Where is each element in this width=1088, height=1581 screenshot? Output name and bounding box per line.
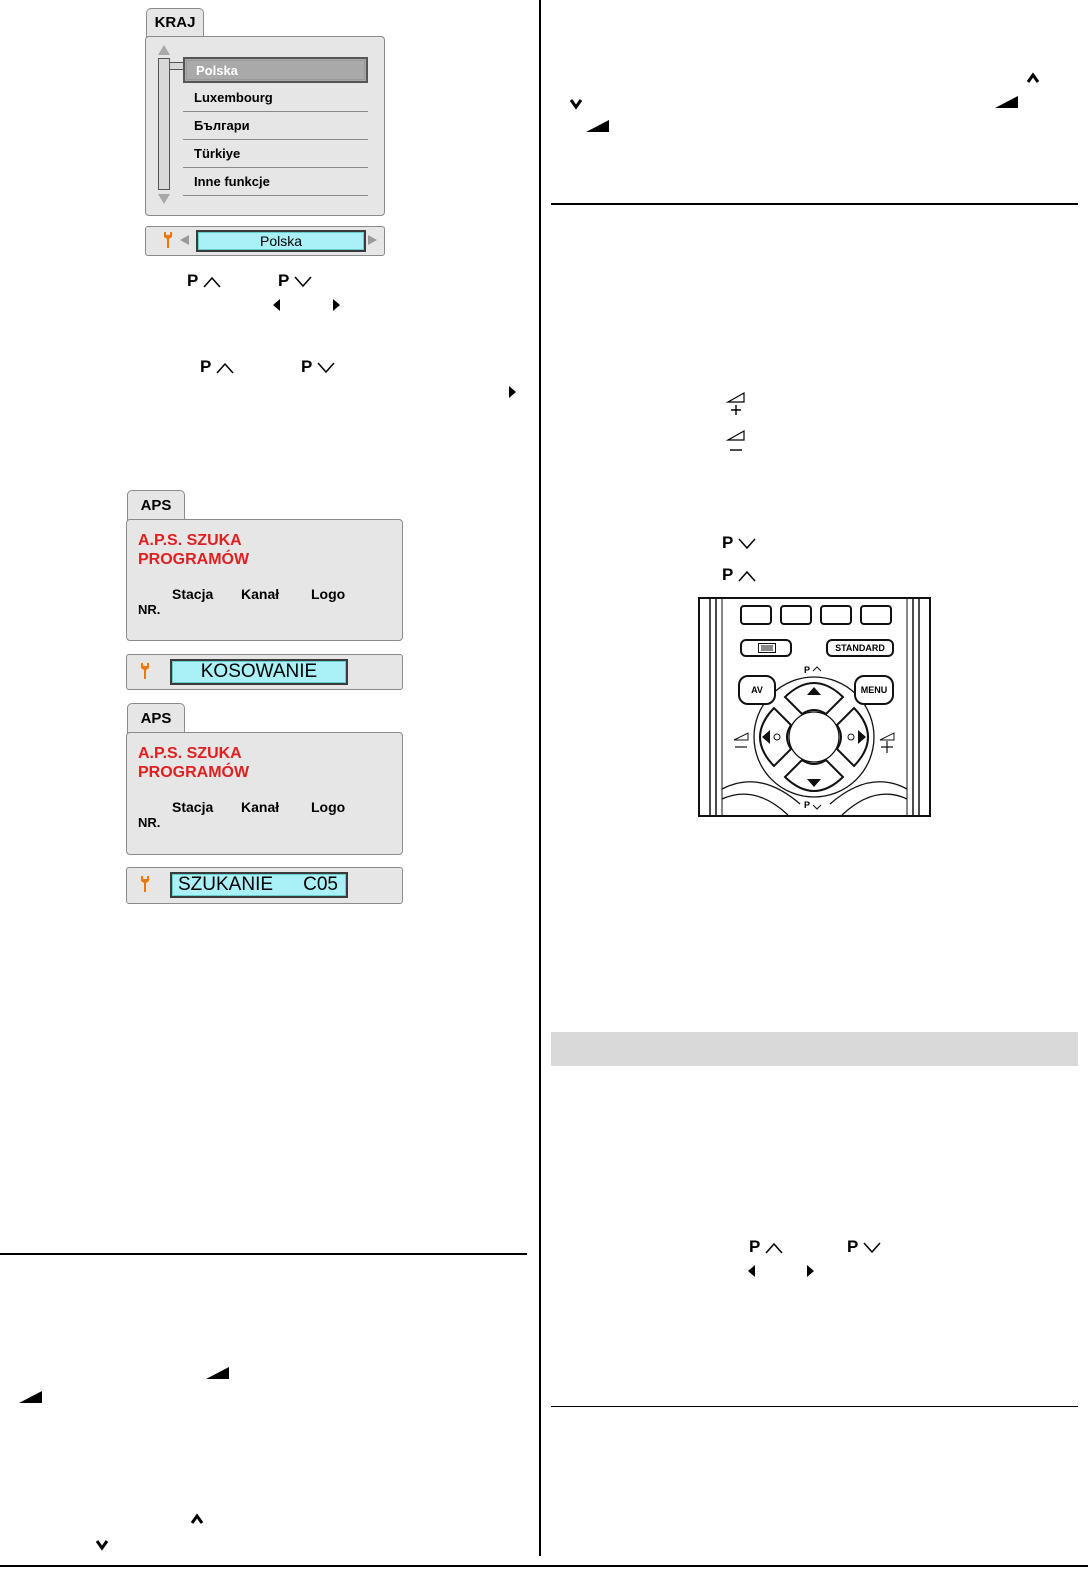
p-letter: P <box>722 565 734 584</box>
section-rule-right-top <box>551 203 1078 205</box>
arrow-right-icon <box>333 299 340 311</box>
col-nr: NR. <box>138 815 161 830</box>
p-down-glyph <box>847 1238 881 1256</box>
page-bottom-rule <box>0 1565 1088 1567</box>
menu-item-selected[interactable] <box>183 57 368 83</box>
chevron-down-icon <box>317 362 335 374</box>
aps-tab <box>127 703 185 734</box>
aps-title-line2: PROGRAMÓW <box>138 551 250 568</box>
kraj-tab <box>146 8 204 37</box>
p-up-glyph <box>187 272 221 290</box>
menu-item-label: Polska <box>196 63 238 78</box>
caret-down-icon <box>95 1538 109 1556</box>
scroll-up-icon[interactable] <box>158 45 170 55</box>
chevron-up-icon <box>203 276 221 288</box>
p-up-glyph <box>722 566 756 584</box>
menu-item[interactable] <box>183 170 368 196</box>
arrow-left-icon[interactable] <box>180 235 189 245</box>
yellow-key-button[interactable] <box>820 605 852 625</box>
aps-title-line1: A.P.S. SZUKA <box>138 745 242 762</box>
p-letter: P <box>722 533 734 552</box>
section-rule-right-bottom <box>551 1406 1078 1407</box>
remote-illustration <box>698 597 931 817</box>
aps-status-display <box>170 659 348 685</box>
column-divider <box>539 0 541 1556</box>
teletext-button[interactable] <box>740 639 792 657</box>
col-kanal: Kanał <box>241 799 280 815</box>
chevron-down-icon <box>294 276 312 288</box>
p-down-glyph <box>278 272 312 290</box>
aps-tab-label: APS <box>140 710 172 727</box>
wrench-icon <box>163 231 173 254</box>
aps-channel-text: C05 <box>303 874 338 895</box>
menu-item[interactable] <box>183 142 368 168</box>
p-letter: P <box>847 1237 859 1256</box>
col-stacja: Stacja <box>172 586 214 602</box>
p-down-glyph <box>301 358 335 376</box>
aps-tab <box>127 490 185 521</box>
chevron-up-icon <box>216 362 234 374</box>
menu-item-label: Inne funkcje <box>194 174 270 189</box>
volume-wedge-icon <box>206 1366 230 1385</box>
menu-label: MENU <box>860 685 888 695</box>
wrench-icon <box>140 875 150 898</box>
scroll-track[interactable] <box>158 58 170 190</box>
aps-panel <box>126 519 403 641</box>
av-label: AV <box>751 685 763 695</box>
country-value-field[interactable] <box>196 230 366 252</box>
wrench-icon <box>140 662 150 685</box>
aps-title-line1: A.P.S. SZUKA <box>138 532 242 549</box>
p-up-glyph <box>749 1238 783 1256</box>
arrow-left-icon <box>748 1265 755 1277</box>
p-letter: P <box>187 271 199 290</box>
chevron-down-icon <box>738 538 756 550</box>
volume-wedge-icon <box>586 119 610 138</box>
standard-button[interactable] <box>826 639 894 657</box>
menu-button[interactable] <box>854 675 894 705</box>
p-letter: P <box>749 1237 761 1256</box>
volume-wedge-icon <box>995 95 1019 114</box>
chevron-up-icon <box>765 1242 783 1254</box>
aps-status-text: KOSOWANIE <box>200 661 318 682</box>
arrow-right-icon[interactable] <box>368 235 377 245</box>
col-nr: NR. <box>138 602 161 617</box>
menu-item-label: Luxembourg <box>194 90 273 105</box>
col-kanal: Kanał <box>241 586 280 602</box>
menu-item-label: Türkiye <box>194 146 241 161</box>
chevron-down-icon <box>863 1242 881 1254</box>
p-letter: P <box>278 271 290 290</box>
chevron-up-icon <box>738 570 756 582</box>
country-value: Polska <box>259 233 303 249</box>
p-up-label: P <box>804 665 811 675</box>
arrow-left-icon <box>273 299 280 311</box>
caret-down-icon <box>569 97 583 115</box>
av-button[interactable] <box>738 675 776 705</box>
col-logo: Logo <box>311 586 346 602</box>
volume-up-icon <box>726 391 746 422</box>
section-header-bar <box>551 1032 1078 1066</box>
section-rule-left-bottom <box>0 1253 527 1255</box>
caret-up-icon <box>190 1512 204 1530</box>
menu-item-label: Българи <box>194 118 250 133</box>
aps-panel <box>126 732 403 855</box>
green-key-button[interactable] <box>780 605 812 625</box>
scroll-down-icon[interactable] <box>158 194 170 204</box>
blue-key-button[interactable] <box>860 605 892 625</box>
volume-wedge-icon <box>19 1390 43 1409</box>
kraj-tab-label: KRAJ <box>154 14 196 31</box>
standard-label: STANDARD <box>835 643 885 653</box>
aps-status-display <box>170 872 348 898</box>
aps-title-line2: PROGRAMÓW <box>138 764 250 781</box>
col-stacja: Stacja <box>172 799 214 815</box>
red-key-button[interactable] <box>740 605 772 625</box>
aps-tab-label: APS <box>140 497 172 514</box>
menu-item[interactable] <box>183 86 368 112</box>
aps-status-text: SZUKANIE <box>178 874 274 895</box>
p-down-label: P <box>804 800 811 810</box>
col-logo: Logo <box>311 799 346 815</box>
selection-connector <box>170 62 183 70</box>
p-down-glyph <box>722 534 756 552</box>
p-up-glyph <box>200 358 234 376</box>
menu-item[interactable] <box>183 114 368 140</box>
caret-up-icon <box>1026 71 1040 89</box>
p-letter: P <box>301 357 313 376</box>
arrow-right-icon <box>509 386 516 398</box>
teletext-icon <box>758 643 776 653</box>
volume-down-icon <box>726 429 746 460</box>
arrow-right-icon <box>807 1265 814 1277</box>
p-letter: P <box>200 357 212 376</box>
